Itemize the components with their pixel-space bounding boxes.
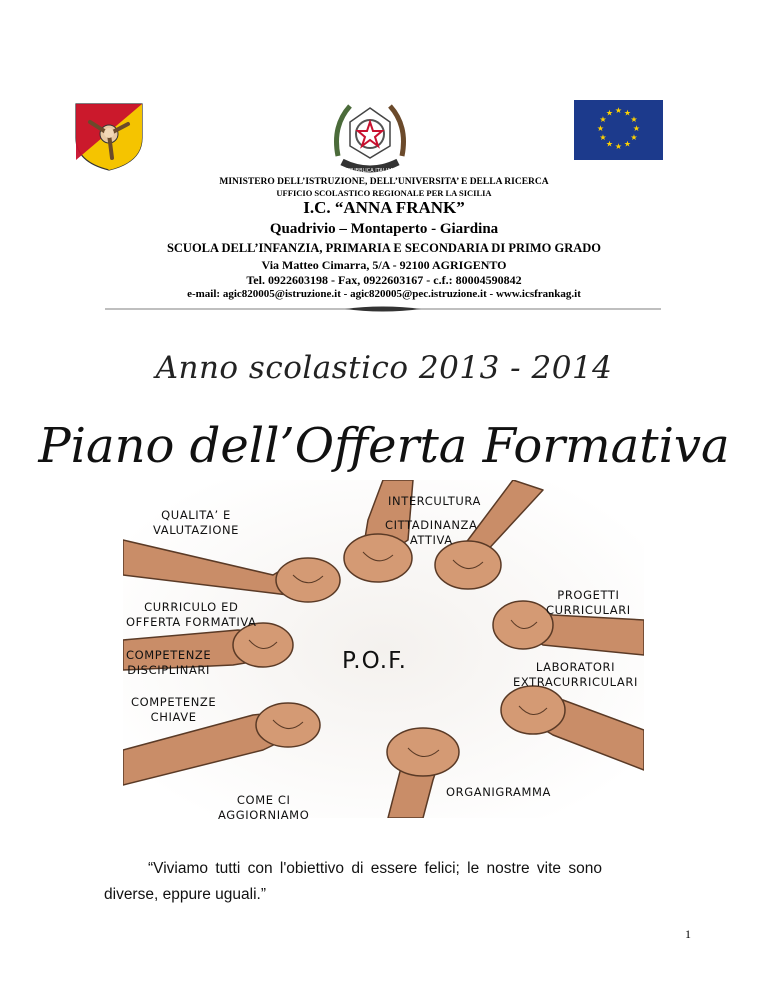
- svg-text:★: ★: [614, 106, 623, 115]
- school-contacts: e-mail: agic820005@istruzione.it - agic820005@pec.istruzione.it - www.icsfrankag.it: [187, 288, 581, 300]
- quote-line-1: “Viviamo tutti con l'obiettivo di essere felici; le nostre vite sono: [148, 860, 602, 877]
- svg-text:★: ★: [632, 124, 641, 133]
- pof-center-label: P.O.F.: [342, 648, 407, 674]
- quote-line-2: diverse, eppure uguali.”: [104, 886, 266, 903]
- regional-office: UFFICIO SCOLASTICO REGIONALE PER LA SICILIA: [276, 188, 492, 198]
- sicily-region-logo: [72, 100, 146, 172]
- label-intercultura: INTERCULTURA: [388, 494, 482, 508]
- motto-quote: [104, 856, 704, 908]
- svg-text:REPUBBLICA ITALIANA: REPUBBLICA ITALIANA: [342, 168, 398, 174]
- svg-text:★: ★: [630, 133, 638, 142]
- header-divider: [105, 305, 661, 313]
- school-year-title: Anno scolastico 2013 - 2014: [155, 350, 613, 386]
- page-number: 1: [685, 927, 691, 941]
- svg-text:★: ★: [623, 139, 632, 149]
- label-qualita: QUALITA’ E VALUTAZIONE: [153, 508, 240, 537]
- svg-text:★: ★: [605, 108, 614, 118]
- italian-republic-emblem: [328, 96, 412, 180]
- eu-flag: [574, 100, 663, 160]
- svg-text:★: ★: [614, 142, 623, 151]
- label-competenze-chiave: COMPETENZE CHIAVE: [131, 695, 217, 724]
- svg-text:★: ★: [599, 115, 607, 124]
- label-progetti: PROGETTI CURRICULARI: [546, 588, 631, 617]
- label-competenze-disciplinari: COMPETENZE DISCIPLINARI: [126, 648, 212, 677]
- school-name: I.C. “ANNA FRANK”: [303, 198, 465, 217]
- school-levels: SCUOLA DELL’INFANZIA, PRIMARIA E SECONDARIA DI PRIMO GRADO: [166, 241, 602, 255]
- label-laboratori: LABORATORI EXTRACURRICULARI: [513, 660, 638, 689]
- label-curriculo: CURRICULO ED OFFERTA FORMATIVA: [126, 600, 257, 629]
- plan-title: Piano dell’Offerta Formativa: [38, 418, 730, 474]
- svg-text:★: ★: [596, 124, 605, 133]
- label-organigramma: ORGANIGRAMMA: [446, 785, 552, 799]
- school-phones: Tel. 0922603198 - Fax, 0922603167 - c.f.: 80004590842: [246, 273, 522, 287]
- school-address: Via Matteo Cimarra, 5/A - 92100 AGRIGENTO: [261, 258, 507, 272]
- school-plexes: Quadrivio – Montaperto - Giardina: [269, 221, 499, 237]
- label-aggiorniamo: COME CI AGGIORNIAMO: [218, 793, 310, 822]
- svg-text:★: ★: [630, 115, 638, 124]
- svg-text:★: ★: [623, 108, 632, 118]
- svg-text:★: ★: [605, 139, 614, 149]
- pof-hands-illustration: [123, 480, 644, 822]
- ministry-name: MINISTERO DELL’ISTRUZIONE, DELL’UNIVERSITA’ E DELLA RICERCA: [219, 177, 549, 187]
- label-cittadinanza: CITTADINANZA ATTIVA: [385, 518, 478, 547]
- svg-text:★: ★: [599, 133, 607, 142]
